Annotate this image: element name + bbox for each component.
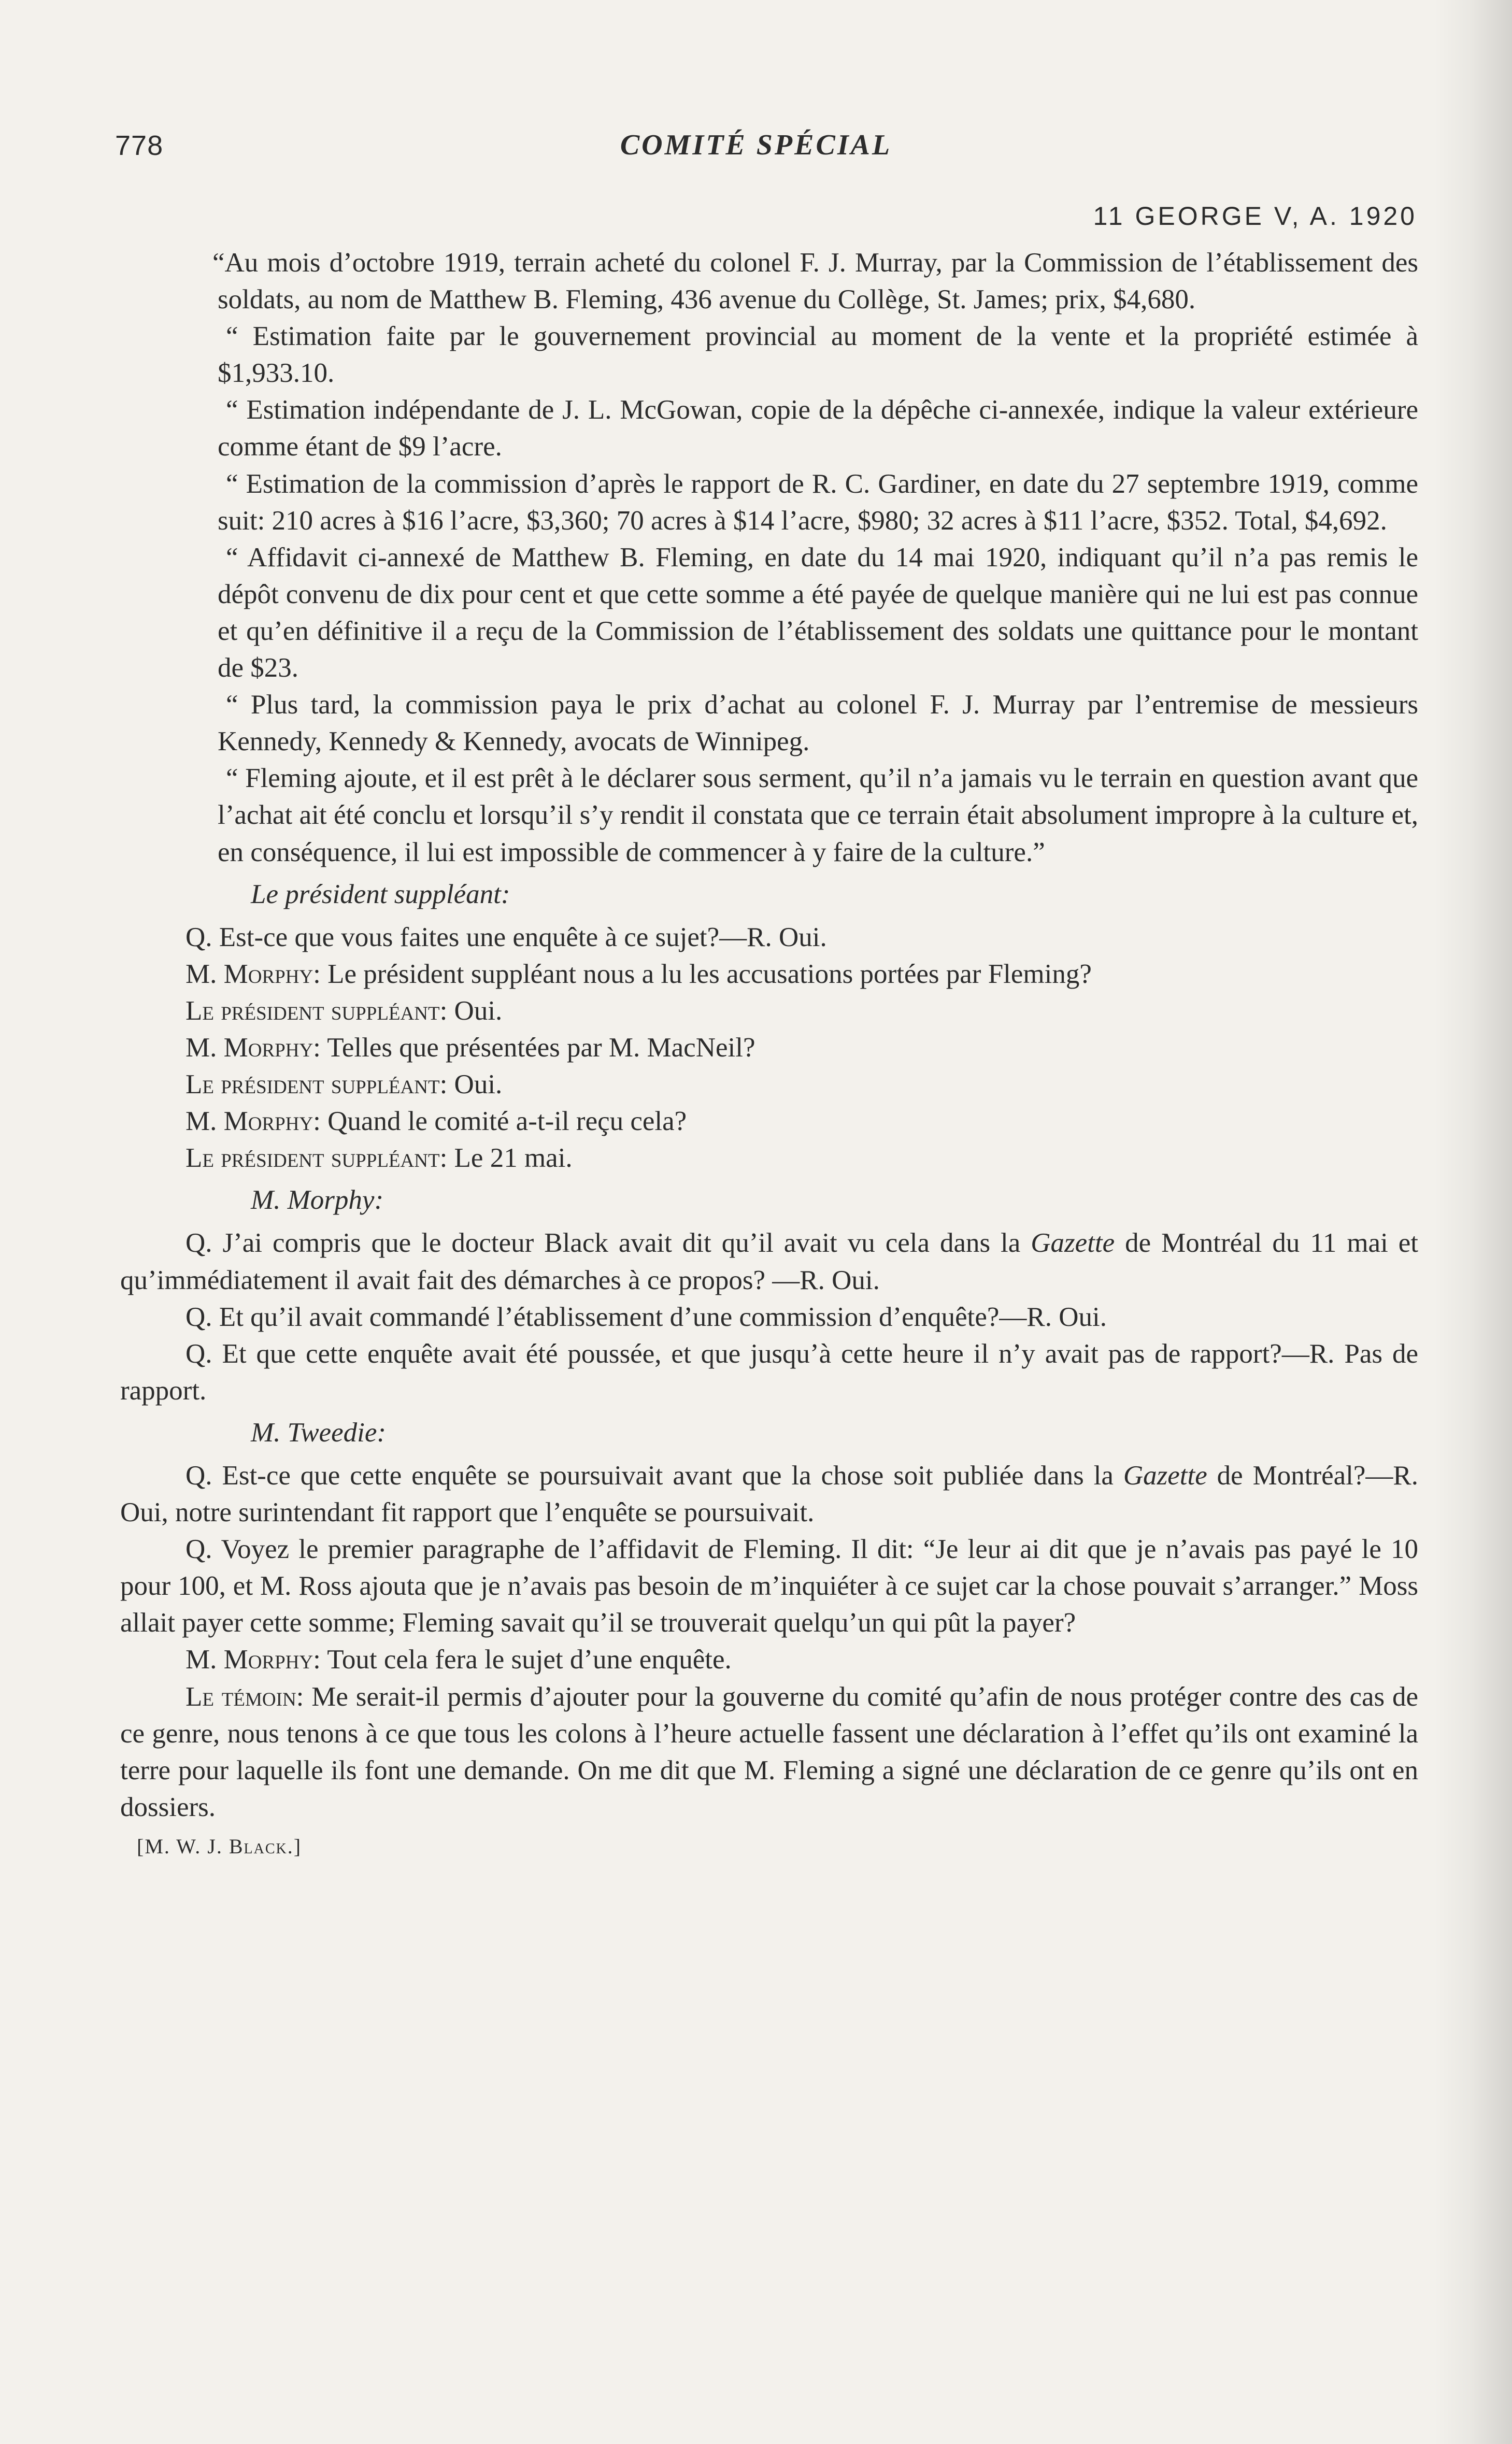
speaker-name: M. Morphy xyxy=(186,1032,313,1063)
quoted-paragraph: “ Estimation faite par le gouvernement provincial au moment de la vente et la propriété estimée à $1,933.10. xyxy=(218,321,1418,389)
speaker-name: M. Morphy xyxy=(186,959,313,989)
speaker-name: Le président suppléant xyxy=(186,1069,440,1100)
question-answer xyxy=(120,1457,1418,1531)
quoted-paragraph: “ Fleming ajoute, et il est prêt à le déclarer sous serment, qu’il n’a jamais vu le terrain en question avant que l’achat ait été conclu et lorsqu’il s’y rendit il constata que ce terrain était absolument impropre à la culture et, en conséquence, il lui est impossible de commencer à y faire de la culture.” xyxy=(218,763,1418,867)
question-answer: Q. Voyez le premier paragraphe de l’affidavit de Fleming. Il dit: “Je leur ai dit que je n’avais pas payé le 10 pour 100, et M. Ross ajouta que je n’avais pas besoin de m’inquiéter à ce sujet car la chose pouvait s’arranger.” Moss allait payer cette somme; Fleming savait qu’il se trouverait quelqu’un qui pût la payer? xyxy=(120,1534,1418,1638)
page-number: 778 xyxy=(115,130,164,161)
speaker-heading: Le président suppléant: xyxy=(251,879,510,909)
dialogue-line xyxy=(120,1641,1418,1678)
question-answer: Q. Et que cette enquête avait été poussée, et que jusqu’à cette heure il n’y avait pas de rapport?—R. Pas de rapport. xyxy=(120,1338,1418,1406)
page-edge-shadow xyxy=(1434,0,1512,2444)
qa-text: de Montréal?—R. Oui, notre surintendant fit rapport que l’enquête se poursuivait. xyxy=(120,1461,1419,1528)
dialogue-line xyxy=(120,1066,1418,1103)
question-answer xyxy=(120,1225,1418,1298)
dialogue-line xyxy=(120,1030,1418,1066)
quoted-paragraph: “ Plus tard, la commission paya le prix d’achat au colonel F. J. Murray par l’entremise de messieurs Kennedy, Kennedy & Kennedy, avocats de Winnipeg. xyxy=(218,690,1418,757)
speaker-name: Le témoin xyxy=(186,1681,296,1712)
session-line: 11 GEORGE V, A. 1920 xyxy=(1093,202,1417,231)
witness-reference: [M. W. J. Black.] xyxy=(137,1834,302,1858)
page-body xyxy=(120,245,1418,1865)
question-answer: Q. Et qu’il avait commandé l’établissement d’une commission d’enquête?—R. Oui. xyxy=(186,1302,1107,1332)
dialogue-line xyxy=(120,1679,1418,1826)
dialogue-line xyxy=(120,956,1418,993)
speaker-name: M. Morphy xyxy=(186,1106,313,1137)
dialogue-text: : Tout cela fera le sujet d’une enquête. xyxy=(313,1645,732,1675)
speaker-heading: M. Morphy: xyxy=(251,1185,384,1216)
dialogue-text: : Me serait-il permis d’ajouter pour la gouverne du comité qu’afin de nous protéger contre des cas de ce genre, nous tenons à ce que tous les colons à l’heure actuelle fassent une déclaration à l’effet qu’ils ont examiné la terre pour laquelle ils font une demande. On me dit que M. Fleming a signé une déclaration de ce genre qu’ils ont en dossiers. xyxy=(120,1681,1418,1822)
quoted-paragraph: “Au mois d’octobre 1919, terrain acheté du colonel F. J. Murray, par la Commission de l’établissement des soldats, au nom de Matthew B. Fleming, 436 avenue du Collège, St. James; prix, $4,680. xyxy=(212,248,1418,315)
dialogue-text: : Oui. xyxy=(439,1069,503,1100)
dialogue-line xyxy=(120,1103,1418,1140)
newspaper-title: Gazette xyxy=(1031,1228,1115,1259)
page-header xyxy=(0,0,1512,231)
running-title: COMITÉ SPÉCIAL xyxy=(620,129,892,161)
newspaper-title: Gazette xyxy=(1123,1461,1207,1491)
speaker-name: Le président suppléant xyxy=(186,1143,440,1174)
qa-text: de Montréal du 11 mai et qu’immédiatement il avait fait des démarches à ce propos? —R. Oui. xyxy=(120,1228,1419,1295)
dialogue-line xyxy=(120,1140,1418,1177)
dialogue-text: : Le président suppléant nous a lu les accusations portées par Fleming? xyxy=(313,959,1092,989)
dialogue-text: : Quand le comité a-t-il reçu cela? xyxy=(313,1106,687,1137)
speaker-heading: M. Tweedie: xyxy=(251,1417,386,1448)
dialogue-text: : Le 21 mai. xyxy=(439,1143,573,1174)
speaker-name: M. Morphy xyxy=(186,1645,313,1675)
dialogue-line xyxy=(120,993,1418,1030)
dialogue-text: : Telles que présentées par M. MacNeil? xyxy=(313,1032,755,1063)
qa-text: Q. J’ai compris que le docteur Black avait dit qu’il avait vu cela dans la xyxy=(186,1228,1031,1259)
qa-text: Q. Est-ce que cette enquête se poursuivait avant que la chose soit publiée dans la xyxy=(186,1461,1123,1491)
quoted-paragraph: “ Estimation indépendante de J. L. McGowan, copie de la dépêche ci-annexée, indique la valeur extérieure comme étant de $9 l’acre. xyxy=(218,395,1418,462)
dialogue-text: : Oui. xyxy=(439,995,503,1026)
speaker-name: Le président suppléant xyxy=(186,995,440,1026)
quoted-paragraph: “ Estimation de la commission d’après le rapport de R. C. Gardiner, en date du 27 septembre 1919, comme suit: 210 acres à $16 l’acre, $3,360; 70 acres à $14 l’acre, $980; 32 acres à $11 l’acre, $352. Total, $4,692. xyxy=(218,468,1418,536)
quoted-paragraph: “ Affidavit ci-annexé de Matthew B. Fleming, en date du 14 mai 1920, indiquant qu’il n’a pas remis le dépôt convenu de dix pour cent et que cette somme a été payée de quelque manière qui ne lui est pas connue et qu’en définitive il a reçu de la Commission de l’établissement des soldats une quittance pour le montant de $23. xyxy=(218,542,1418,683)
question-answer: Q. Est-ce que vous faites une enquête à ce sujet?—R. Oui. xyxy=(186,922,827,952)
